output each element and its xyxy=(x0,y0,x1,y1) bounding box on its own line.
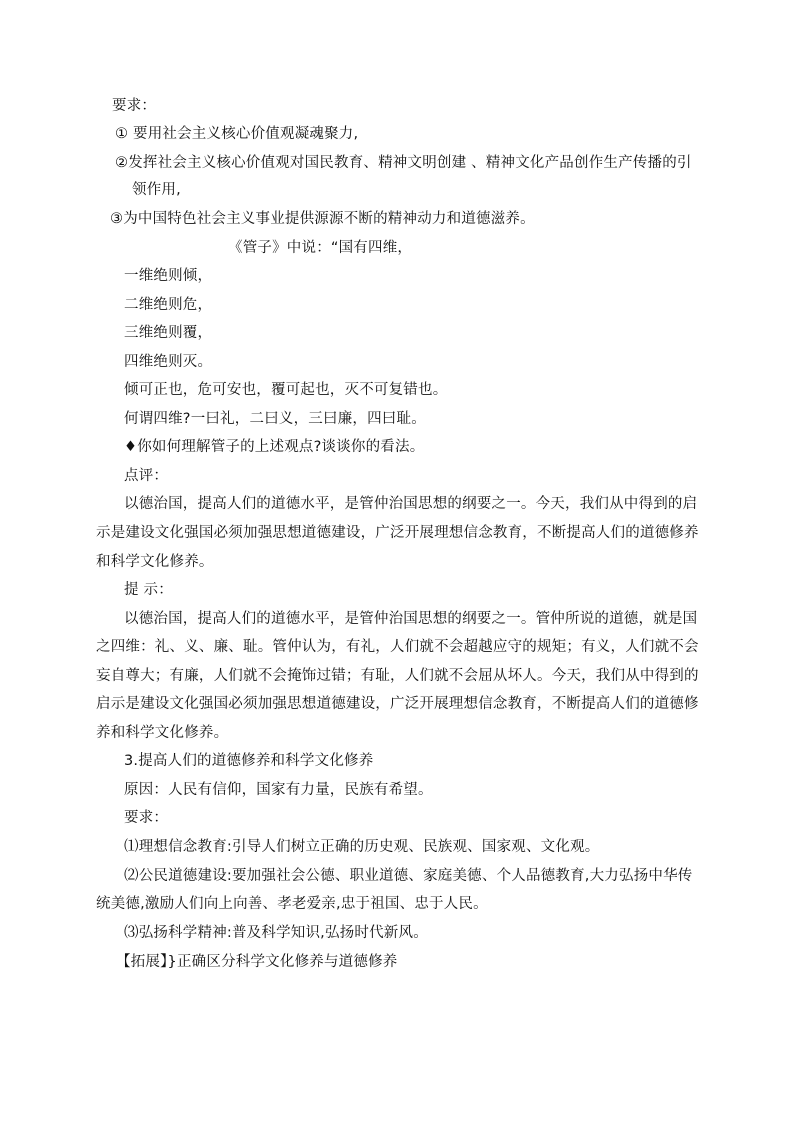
section-3-requirement-2-continued: 统美德,激励人们向上向善、孝老爱亲,忠于祖国、忠于人民。 xyxy=(96,896,488,912)
comment-heading: 点评： xyxy=(124,468,169,484)
requirement-item-3: ③为中国特色社会主义事业提供源源不断的精神动力和道德滋养。 xyxy=(110,211,535,227)
requirement-item-1: ① 要用社会主义核心价值观凝魂聚力, xyxy=(115,126,359,142)
quote-line-6: 何谓四维?一曰礼，二曰义，三曰廉，四曰耻。 xyxy=(124,411,426,427)
hint-paragraph-line-2: 之四维：礼、义、廉、耻。管仲认为，有礼，人们就不会超越应守的规矩；有义，人们就不会 xyxy=(96,639,699,655)
expansion-heading: 【拓展】}正确区分科学文化修养与道德修养 xyxy=(116,954,398,970)
quote-intro: 《管子》中说：“国有四维， xyxy=(228,240,413,256)
hint-paragraph-line-5: 养和科学文化修养。 xyxy=(96,725,229,741)
discussion-question: ♦你如何理解管子的上述观点?谈谈你的看法。 xyxy=(124,439,425,455)
hint-heading: 提 示： xyxy=(124,582,173,598)
hint-paragraph-line-1: 以德治国，提高人们的道德水平，是管仲治国思想的纲要之一。管仲所说的道德，就是国 xyxy=(124,611,698,627)
quote-line-2: 二维绝则危， xyxy=(124,297,213,313)
section-3-reason: 原因：人民有信仰，国家有力量，民族有希望。 xyxy=(124,782,433,798)
section-3-requirements-heading: 要求： xyxy=(124,810,169,826)
quote-line-4: 四维绝则灭。 xyxy=(124,354,213,370)
comment-paragraph-line-3: 和科学文化修养。 xyxy=(96,554,214,570)
comment-paragraph-line-1: 以德治国，提高人们的道德水平，是管仲治国思想的纲要之一。今天，我们从中得到的启 xyxy=(124,496,698,512)
requirement-item-2-continued: 领作用, xyxy=(132,182,181,198)
comment-paragraph-line-2: 示是建设文化强国必须加强思想道德建设，广泛开展理想信念教育，不断提高人们的道德修养 xyxy=(96,525,699,541)
quote-line-5: 倾可正也，危可安也，覆可起也，灭不可复错也。 xyxy=(124,382,448,398)
section-3-requirement-1: ⑴理想信念教育:引导人们树立正确的历史观、民族观、国家观、文化观。 xyxy=(124,839,600,855)
hint-paragraph-line-4: 启示是建设文化强国必须加强思想道德建设，广泛开展理想信念教育，不断提高人们的道德修 xyxy=(96,696,699,712)
hint-paragraph-line-3: 妄自尊大；有廉，人们就不会掩饰过错；有耻，人们就不会屈从坏人。今天，我们从中得到的 xyxy=(96,668,699,684)
quote-line-3: 三维绝则覆， xyxy=(124,325,213,341)
section-3-requirement-3: ⑶弘扬科学精神:普及科学知识,弘扬时代新风。 xyxy=(124,925,428,941)
section-3-title: 3.提高人们的道德修养和科学文化修养 xyxy=(124,753,374,769)
section-3-requirement-2: ⑵公民道德建设:要加强社会公德、职业道德、家庭美德、个人品德教育,大力弘扬中华传 xyxy=(124,868,693,884)
quote-line-1: 一维绝则倾， xyxy=(124,268,213,284)
requirements-heading: 要求： xyxy=(112,98,157,114)
requirement-item-2: ②发挥社会主义核心价值观对国民教育、精神文明创建 、精神文化产品创作生产传播的引 xyxy=(115,155,692,171)
